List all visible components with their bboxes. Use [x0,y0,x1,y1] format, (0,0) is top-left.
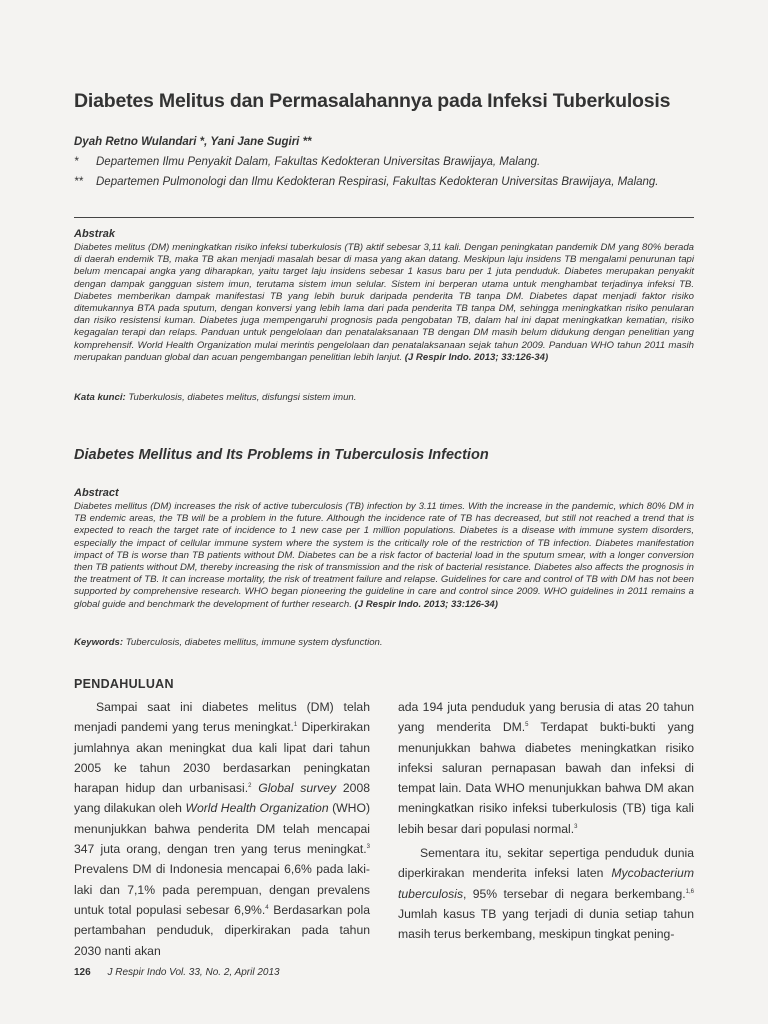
page-number: 126 [74,967,91,978]
section-heading: PENDAHULUAN [74,677,174,691]
abstract-text: Diabetes mellitus (DM) increases the risk of active tuberculosis (TB) infection by 3.11 times. With the increase in the pandemic, which 80% DM in TB endemic areas, the TB will be a problem in the future. Although the incidence rate of TB has decreased, but still not reached a trend that is expected to reach the target rate of incidence to 1 new case per 1 million populations. Diabetes is a disease with immune system disorders, especially the impact of cellular immune system where the system is the critically role of the restriction of TB infection. Diabetes manifestation impact of TB is worse than TB patients without DM. Diabetes can be a risk factor of bacterial load in the sputum smear, with a longer conversion then TB patients without DM, thereby increasing the risk of transmission and the risk of bacterial resistance. Diabetes also affects the prognosis in the treatment of TB. It can increase mortality, the risk of treatment failure and relapse. Guidelines for care and control of TB with DM has not been supported by comprehensive research. WHO began pioneering the guideline in care and control since 2009. WHO guidelines in 2011 remains a global guide and benchmark the development of further research. [74,501,694,610]
paragraph [398,843,694,944]
text-run: Diperkirakan jumlahnya akan meningkat dua kali lipat dari tahun 2005 ke tahun 2030 berdasarkan peningkatan harapan hidup dan urbanisasi. [74,720,370,796]
journal-reference: J Respir Indo Vol. 33, No. 2, April 2013 [107,967,280,978]
text-run: Prevalens DM di Indonesia mencapai 6,6% pada laki-laki dan 7,1% pada perempuan, dengan prevalens untuk total populasi sebesar 6,9%. [74,862,370,917]
text-italic: Global survey [258,781,337,796]
text-italic: Mycobacterium tuberculosis [398,866,694,901]
text-run: Terdapat bukti-bukti yang menunjukkan bahwa diabetes meningkatkan risiko infeksi saluran pernapasan bawah dan infeksi di tempat lain. Data WHO menunjukkan bahwa DM akan meningkatkan risiko infeksi tuberkulosis (TB) tiga kali lebih besar dari populasi normal. [398,720,694,836]
citation-ref: 3 [574,823,578,830]
text-run: (WHO) menunjukkan bahwa penderita DM telah mencapai 347 juta orang, dengan tren yang terus meningkat. [74,801,371,857]
abstrak-heading: Abstrak [74,228,115,240]
abstract-body [74,501,694,611]
citation-ref: 4 [265,904,269,911]
abstract-citation: (J Respir Indo. 2013; 33:126-34) [354,598,498,610]
paper-title: Diabetes Melitus dan Permasalahannya pada Infeksi Tuberkulosis [74,90,671,112]
text-run: Sementara itu, sekitar sepertiga penduduk dunia diperkirakan menderita infeksi laten [398,846,694,881]
text-run: 2008 yang dilakukan oleh [74,781,371,816]
affiliation-mark: ** [74,176,83,188]
kata-kunci-text: Tuberkulosis, diabetes melitus, disfungsi sistem imun. [128,392,357,403]
abstrak-text: Diabetes melitus (DM) meningkatkan risiko infeksi tuberkulosis (TB) aktif sebesar 3,11 kali. Dengan peningkatan pandemik DM yang 80% berada di daerah endemik TB, maka TB akan menjadi masalah besar di masa yang akan datang. Meskipun laju insidens TB mengalami penurunan tapi belum mencapai angka yang diharapkan, yaitu target laju insidens sebesar 1 kasus baru per 1 juta penduduk. Diabetes merupakan penyakit dengan dampak gangguan sistem imun, terutama sistem imun selular. Sistem ini berperan utama untuk menghambat terjadinya infeksi TB. Diabetes memberikan dampak manifestasi TB yang lebih buruk daripada penderita TB tanpa DM. Diabetes dapat menjadi faktor risiko ditemukannya BTA pada sputum, dengan konversi yang lebih lama dari pada penderita TB tanpa DM, sehingga meningkatkan risiko penularan dan risiko resistensi kuman. Diabetes juga mempengaruhi prognosis pada pengobatan TB, dalam hal ini dapat meningkatkan kematian, risiko kegagalan terapi dan relaps. Panduan untuk pengelolaan dan penatalaksanaan TB dengan DM masih belum didukung dengan penelitian yang komprehensif. World Health Organization mulai merintis pengelolaan dan penatalaksanaan sejak tahun 2009. Panduan WHO tahun 2011 masih merupakan panduan global dan acuan pengembangan penelitian lebih lanjut. [74,242,694,363]
text-italic: World Health Organization [185,801,329,816]
citation-ref: 3 [366,844,370,851]
abstrak-citation: (J Respir Indo. 2013; 33:126-34) [404,351,549,363]
right-column [398,697,694,945]
text-run: ada 194 juta penduduk yang berusia di atas 20 tahun yang menderita DM. [398,700,694,735]
citation-ref: 2 [248,783,252,790]
affiliation-2 [74,173,694,192]
abstrak-body [74,242,694,364]
keywords [74,637,694,648]
keywords-label: Keywords: [74,637,124,648]
citation-ref: 1 [293,722,298,729]
affiliation-mark: * [74,156,79,168]
citation-ref: 5 [525,722,529,729]
text-run: , 95% tersebar di negara berkembang. [463,886,686,901]
paragraph [74,697,370,961]
affiliation-1 [74,153,694,172]
text-run: Berdasarkan pola pertambahan penduduk, diperkirakan pada tahun 2030 nanti akan [74,902,370,958]
page-footer [74,967,280,978]
keywords-text: Tuberculosis, diabetes mellitus, immune system dysfunction. [125,637,383,648]
text-run: Sampai saat ini diabetes melitus (DM) telah menjadi pandemi yang terus meningkat. [74,700,370,735]
text-run: Jumlah kasus TB yang terjadi di dunia setiap tahun masih terus berkembang, meskipun tingkat pening- [398,906,694,942]
english-title: Diabetes Mellitus and Its Problems in Tuberculosis Infection [74,447,489,463]
kata-kunci [74,392,694,403]
kata-kunci-label: Kata kunci: [74,392,126,403]
authors: Dyah Retno Wulandari *, Yani Jane Sugiri ** [74,136,312,148]
header-divider [74,217,694,218]
abstract-heading: Abstract [74,487,119,499]
left-column [74,697,370,961]
affiliation-text: Departemen Ilmu Penyakit Dalam, Fakultas Kedokteran Universitas Brawijaya, Malang. [96,156,541,168]
affiliation-text: Departemen Pulmonologi dan Ilmu Kedokteran Respirasi, Fakultas Kedokteran Universitas Brawijaya, Malang. [96,176,659,188]
paragraph [398,697,694,839]
citation-ref: 1,6 [685,888,694,895]
